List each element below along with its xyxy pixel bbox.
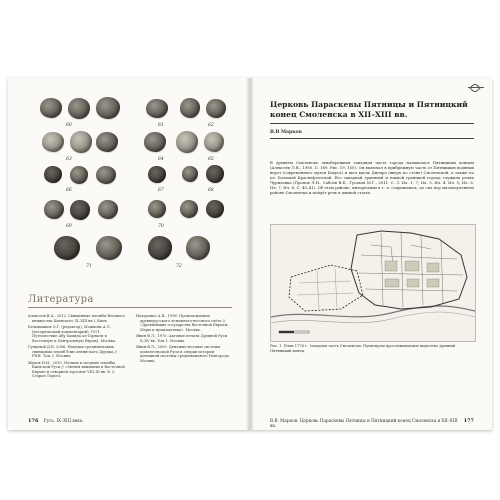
literature-entry: Жуков Н.И., 2010. Мелкие и поздние пломбы Киевской Руси // «Звенея внимание в Восточной Европе и северной торговле VIII–XI вв. № 3. Старая Ладога. <box>28 360 125 378</box>
seal-number: 60 <box>66 123 72 128</box>
literature-entry: Янин В.Л., 2009. Денежно-весовые системы домонгольской Руси и очерки истории денежной системы средневекового Новгорода. Москва. <box>136 345 231 363</box>
seal-number: 70 <box>158 224 164 229</box>
title-rule <box>270 123 474 124</box>
seal-number: 69 <box>66 224 72 229</box>
seal-image <box>176 131 198 153</box>
seal-image <box>206 165 224 183</box>
author-rule <box>270 138 474 139</box>
article-author: В.В Марков <box>270 130 302 135</box>
article-body: В древнем Смоленске левобережная западная часть города называлась Пятницким концом (Алексеев Л.В., 1980. С. 169. Рис. 19, 150). Он включал в прибрежную часть от Пятницких водяных ворот (современного музея Бахуса) и шел вдоль Днепра (вверх по стене) Смоленской, а также по ул. Большой Краснофлотской. Его западной границей и южной границей города служила речка Чуриловка (Пропов Л.Н., Сабоев В.Е., Гусаков М.Г., 2011. С. 3. Ил. 1, 7; Ил. 3. Ил. 4. Ил. 5; Ил. 6, Ил. 7, Ил. 8. С. 40–41). Об этом районе, интересным в т. ч. сохранились, до сих пор малоизученном районе Смоленска и пойдёт речь в данной статье. <box>270 160 474 195</box>
seal-image <box>40 98 62 118</box>
seal-image <box>146 99 168 118</box>
seal-image <box>180 200 198 218</box>
seal-number: 62 <box>208 123 214 128</box>
figure-caption: Рис. 1. План 1776 г. Западная часть Смоленска. Пунктиром прослеживаемые выделено древний Пятницкий конец. <box>270 344 456 353</box>
page-number: 176 <box>28 418 39 424</box>
left-page <box>8 78 250 430</box>
seal-number: 64 <box>158 157 164 162</box>
city-plan-figure <box>270 224 476 342</box>
seal-image <box>54 236 80 260</box>
seal-number: 72 <box>176 264 182 269</box>
seal-plate <box>36 96 232 324</box>
seal-image <box>148 236 172 260</box>
literature-entry: Назаренко А.В., 1996. Происхождение древнерусского денежного-весового счёта // «Древнейшие государства Восточной Европы. Меры и нумизматика». Москва. <box>136 314 229 332</box>
seal-image <box>180 98 200 118</box>
book-spread <box>8 78 492 430</box>
seal-number: 65 <box>208 157 214 162</box>
seal-image <box>182 166 198 182</box>
seal-image <box>148 200 166 218</box>
right-page <box>250 78 492 430</box>
seal-image <box>148 166 166 183</box>
seal-image <box>68 98 90 119</box>
running-head: Русь. IX–XIII века. <box>43 418 84 423</box>
ornament-icon <box>468 84 484 92</box>
literature-entry: Янин В.Л., 1970. Актовые печати Древней Руси X–XV вв. Том 1. Москва. <box>136 334 228 343</box>
seal-number: 68 <box>208 188 214 193</box>
seal-image <box>206 99 226 118</box>
seal-image <box>42 132 64 152</box>
right-footer <box>270 418 474 428</box>
seal-image <box>70 131 92 153</box>
seal-image <box>44 200 64 219</box>
seal-image <box>44 166 62 183</box>
literature-rule <box>28 307 232 308</box>
literature-heading: Литература <box>28 294 94 305</box>
seal-image <box>144 132 166 152</box>
seal-image <box>186 236 210 260</box>
running-head: В.В. Марков. Церковь Параскевы Пятницы и Пятницкий конец Смоленска в XII–XIII вв. <box>270 418 458 428</box>
literature-column-2 <box>136 314 232 365</box>
literature-entry: Бельяшиков О.Г. (редактор), Мошкова А.Л. (исторический комментарий), 1971. Путешествие Абу Хамида ал-Гарнати в Восточную и Центральную Европу. Москва. <box>28 325 117 343</box>
seal-image <box>96 166 116 184</box>
literature-entry: Гунцевой Д.К. 2006. Находки средневековых свинцовых пломб близ антинского Друцка // РНИ. Том 2. Москва. <box>28 345 117 358</box>
page-number: 177 <box>463 418 474 424</box>
seal-image <box>206 200 224 218</box>
seal-image <box>70 166 88 184</box>
seal-image <box>70 200 90 220</box>
seal-image <box>96 132 118 152</box>
seal-number: 63 <box>66 157 72 162</box>
left-footer <box>28 418 84 424</box>
seal-number: 61 <box>158 123 164 128</box>
seal-image <box>98 200 118 219</box>
seal-number: 71 <box>86 264 92 269</box>
seal-image <box>96 97 120 119</box>
city-plan-drawing <box>271 225 475 341</box>
seal-image <box>204 132 224 152</box>
literature-entry: Алексеев В.А., 2012. Священные пломбы Великого княжества Киевского (X–XIII вв.). Киев. <box>28 314 126 323</box>
seal-number: 67 <box>158 188 164 193</box>
article-title: Церковь Параскевы Пятницы и Пятницкий конец Смоленска в XII–XIII вв. <box>270 100 468 119</box>
literature-column-1 <box>28 314 126 381</box>
seal-image <box>96 236 122 260</box>
seal-number: 66 <box>66 188 72 193</box>
